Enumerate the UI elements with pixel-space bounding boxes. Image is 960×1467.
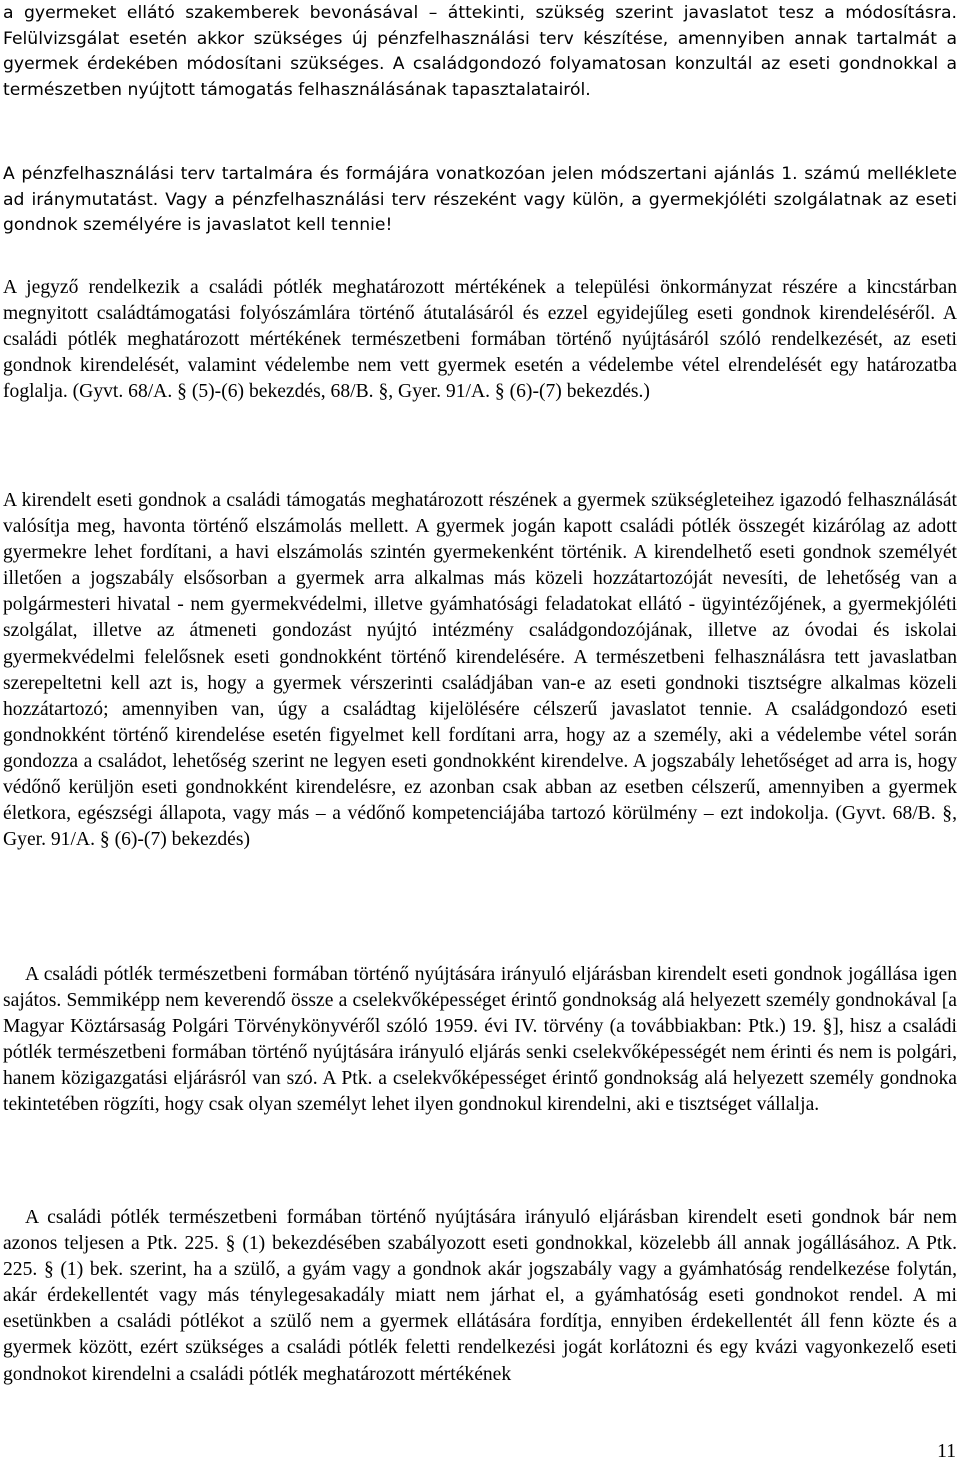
paragraph-plan-review [3, 1, 957, 103]
text-segment: A kirendelt eseti gondnok a családi támogatás meghatározott részének a gyermek szükségleteihez igazodó felhasználását valósítja meg, havonta történő elszámolás mellett. [3, 490, 957, 538]
text-segment: Vagy a pénzfelhasználási terv részeként vagy külön, a gyermekjóléti szolgálatnak az eseti gondnok személyére is javaslatot kell tennie! [3, 189, 957, 236]
paragraph-ptk-comparison [3, 1205, 957, 1388]
text-segment: A családgondozó eseti gondnokként történő kirendelése esetén figyelmet kell fordítani arra, hogy az a személy, aki a védelembe vétel során gondozza a családot, lehetőség szerint ne legyen eseti gondnokként kirendelve. [3, 698, 957, 772]
text-segment: A pénzfelhasználási terv tartalmára és formájára vonatkozóan jelen módszertani ajánlás 1. számú melléklete ad iránymutatást. [3, 164, 957, 210]
page-number: 11 [937, 1441, 956, 1462]
text-segment: A jegyző rendelkezik a családi pótlék meghatározott mértékének a települési önkormányzat részére a kincstárban megnyitott családtámogatási folyószámlára történő átutalásáról és ezzel egyidejűleg eseti gondnok kirendeléséről. [3, 277, 957, 325]
paragraph-plan-guidance [3, 162, 957, 239]
paragraph-appointed-guardian [3, 488, 957, 853]
text-segment: A kirendelhető eseti gondnok személyét illetően a jogszabály elsősorban a gyermek arra alkalmas más közeli hozzátartozóját nevesíti, de lehetőség van a polgármesteri hivatal - nem gyermekvédelmi, illetve gyámhatósági feladatokat ellátó - ügyintézőjének, a gyermekjóléti szolgálat, illetve az átmeneti gondozást nyújtó intézmény családgondozójának, illetve az óvodai és iskolai gyermekvédelmi felelősnek eseti gondnokként történő kirendelésére. [3, 542, 957, 668]
text-segment: A családgondozó folyamatosan konzultál az eseti gondnokkal a természetben nyújtott támogatás felhasználásának tapasztalatairól. [3, 54, 957, 100]
text-segment: A családi pótlék természetbeni formában történő nyújtására irányuló eljárásban kirendelt eseti gondnok bár nem azonos teljesen a Ptk. 225. § (1) bekezdésében szabályozott eseti gondnokkal, közelebb áll annak jogállásához. [3, 1207, 957, 1255]
paragraph-notary-decision [3, 275, 957, 405]
text-segment: A jogszabály lehetőséget ad arra is, hogy védőnő kerüljön eseti gondnokként kirendelésre, ez azonban csak abban az esetben célszerű, amennyiben a gyermek életkora, egészségi állapota, vagy más – a védőnő kompetenciájába tartozó körülmény – ezt indokolja. (Gyvt. 68/B. §, Gyer. 91/A. § (6)-(7) bekezdés) [3, 750, 957, 851]
text-segment: A Ptk. 225. § (1) bek. szerint, ha a szülő, a gyám vagy a gondnok akár jogszabály vagy a gyámhatóság rendelkezése folytán, akár érdekellentét vagy más ténylegesakadály miatt nem járhat el, a gyámhatóság eseti gondnokot rendel. [3, 1233, 957, 1307]
text-segment: A mi esetünkben a családi pótlékot a szülő nem a gyermek ellátására fordítja, ennyiben érdekellentét áll fenn közte és a gyermek között, ezért szükséges a családi pótlék feletti rendelkezési jogát korlátozni és egy kvázi vagyonkezelő eseti gondnokot kirendelni a családi pótlék meghatározott mértékének [3, 1285, 957, 1385]
text-segment: A családi pótlék természetbeni formában történő nyújtására irányuló eljárásban kirendelt eseti gondnok jogállása igen sajátos. [3, 964, 957, 1012]
text-segment: a gyermeket ellátó szakemberek bevonásával – áttekinti, szükség szerint javaslatot tesz a módosításra. Felülvizsgálat esetén akkor szükséges új pénzfelhasználási terv készítése, amennyiben annak tartalmát a gyermek érdekében módosítani szükséges. [3, 3, 957, 75]
text-segment: Semmiképp nem keverendő össze a cselekvőképességet érintő gondnokság alá helyezett személy gondnokával [a Magyar Köztársaság Polgári Törvénykönyvéről szóló 1959. évi IV. törvény (a továbbiakban: Ptk.) 19. §], hisz a családi pótlék természetbeni formában történő nyújtására irányuló eljárás senki cselekvőképességét nem érinti és nem is polgári, hanem közigazgatási eljárásról van szó. [3, 990, 958, 1090]
text-segment: A természetbeni felhasználásra tett javaslatban szerepeltetni kell azt is, hogy a gyermek vérszerinti családjában van-e az eseti gondnoki tisztségre alkalmas közeli hozzátartozó; amennyiben van, úgy a családtag kijelölésére célszerű javaslatot tennie. [3, 646, 957, 720]
paragraph-legal-status [3, 962, 957, 1119]
text-segment: A Ptk. a cselekvőképességet érintő gondnokság alá helyezett személy gondnoka tekintetében rögzíti, hogy csak olyan személyt lehet ilyen gondnokul kirendelni, aki e tisztséget vállalja. [3, 1068, 957, 1116]
text-segment: A gyermek jogán kapott családi pótlék összegét kizárólag az adott gyermekre lehet fordítani, a havi elszámolás szintén gyermekenként történik. [3, 516, 957, 564]
text-segment: A családi pótlék meghatározott mértékének természetbeni formában történő nyújtásáról szóló rendelkezését, az eseti gondnok kirendelését, valamint védelembe nem vett gyermek esetén a védelembe vétel elrendelését egy határozatba foglalja. (Gyvt. 68/A. § (5)-(6) bekezdés, 68/B. §, Gyer. 91/A. § (6)-(7) bekezdés.) [3, 303, 957, 403]
